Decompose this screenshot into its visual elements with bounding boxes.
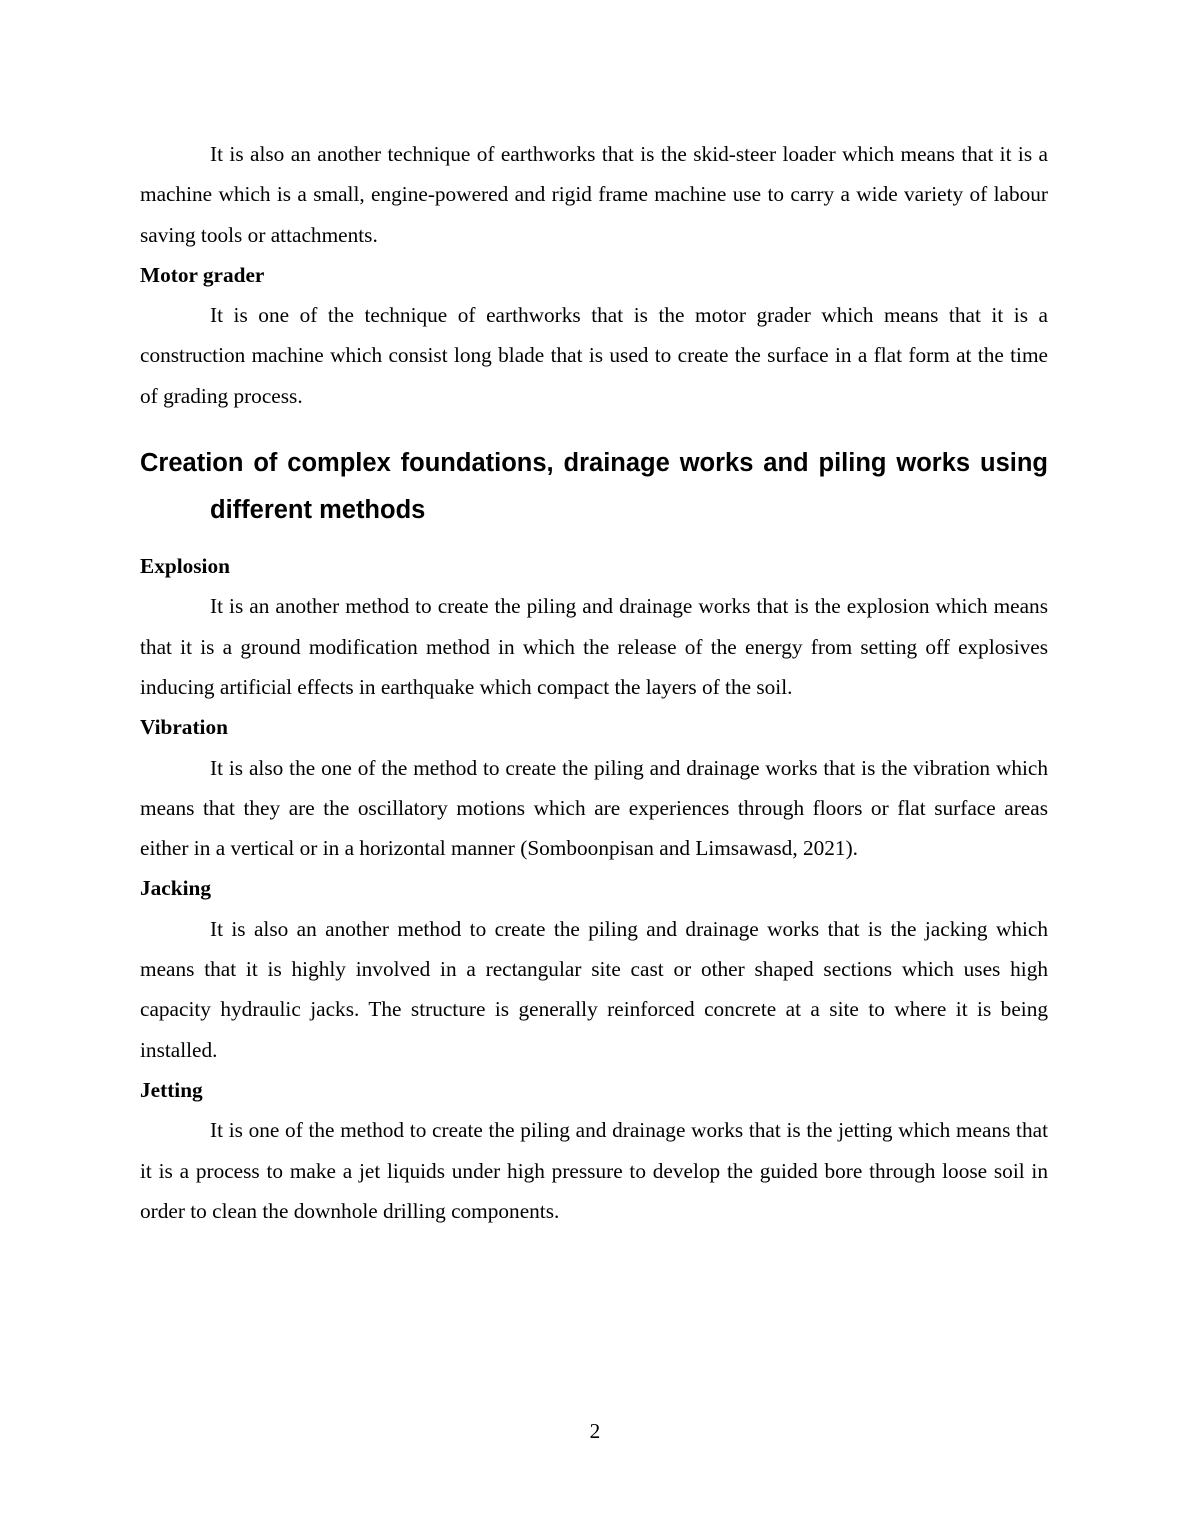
subheading-explosion: Explosion	[140, 554, 230, 579]
section-heading: Creation of complex foundations, drainage works and piling works using different methods	[140, 449, 1048, 525]
paragraph-jacking: It is also an another method to create the piling and drainage works that is the jacking which means that it is highly involved in a rectangular site cast or other shaped sections which uses high capacity hydraulic jacks. The structure is generally reinforced concrete at a site to where it is being installed.	[140, 916, 1048, 1062]
page-number: 2	[589, 1419, 601, 1443]
subheading-motor-grader: Motor grader	[140, 262, 265, 287]
paragraph-explosion: It is an another method to create the piling and drainage works that is the explosion which means that it is a ground modification method in which the release of the energy from setting off explosives inducing artificial effects in earthquake which compact the layers of the soil.	[140, 594, 1048, 699]
paragraph-motor-grader: It is one of the technique of earthworks that is the motor grader which means that it is a construction machine which consist long blade that is used to create the surface in a flat form at the time of grading process.	[140, 303, 1048, 408]
paragraph-skid-steer-loader: It is also an another technique of earthworks that is the skid-steer loader which means that it is a machine which is a small, engine-powered and rigid frame machine use to carry a wide variety of labour saving tools or attachments.	[140, 142, 1048, 247]
paragraph-jetting: It is one of the method to create the piling and drainage works that is the jetting which means that it is a process to make a jet liquids under high pressure to develop the guided bore through loose soil in order to clean the downhole drilling components.	[140, 1118, 1048, 1223]
subheading-vibration: Vibration	[140, 715, 228, 740]
subheading-jacking: Jacking	[140, 876, 212, 901]
paragraph-vibration: It is also the one of the method to create the piling and drainage works that is the vibration which means that they are the oscillatory motions which are experiences through floors or flat surface areas either in a vertical or in a horizontal manner (Somboonpisan and Limsawasd, 2021).	[140, 755, 1048, 861]
document-body	[140, 134, 1048, 1231]
subheading-jetting: Jetting	[140, 1077, 203, 1102]
